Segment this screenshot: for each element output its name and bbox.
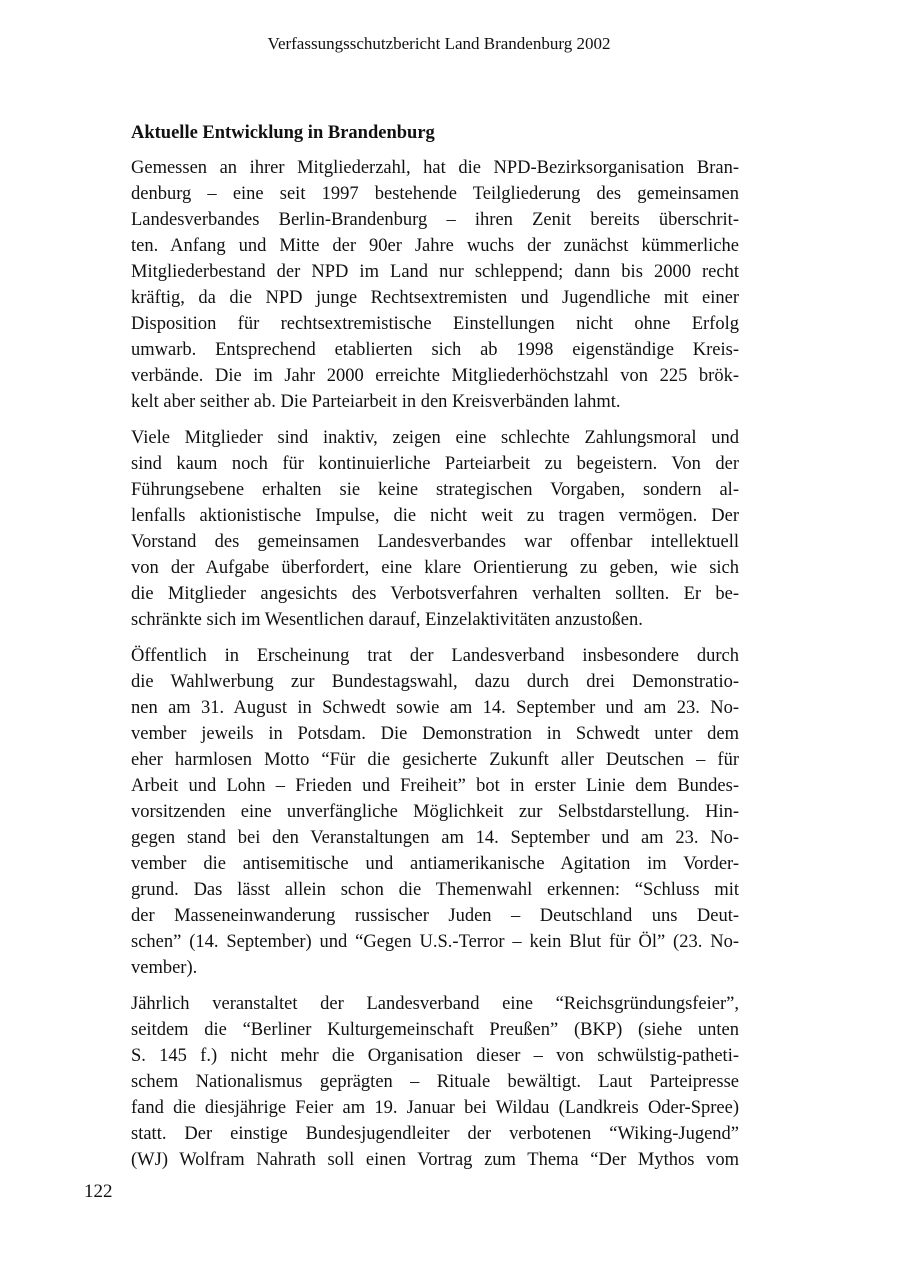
- text-line: kräftig, da die NPD junge Rechtsextremisten und Jugendliche mit einer: [131, 288, 739, 308]
- running-header: Verfassungsschutzbericht Land Brandenburg 2002: [267, 34, 611, 53]
- text-line: Jährlich veranstaltet der Landesverband eine “Reichsgründungsfeier”,: [131, 994, 739, 1014]
- text-line: S. 145 f.) nicht mehr die Organisation dieser – von schwülstig-patheti-: [131, 1046, 739, 1066]
- text-line: statt. Der einstige Bundesjugendleiter der verbotenen “Wiking-Jugend”: [131, 1124, 739, 1144]
- text-line: Arbeit und Lohn – Frieden und Freiheit” bot in erster Linie dem Bundes-: [131, 776, 739, 796]
- page-number: 122: [84, 1181, 113, 1202]
- text-line: (WJ) Wolfram Nahrath soll einen Vortrag zum Thema “Der Mythos vom: [131, 1150, 739, 1170]
- text-line: Führungsebene erhalten sie keine strategischen Vorgaben, sondern al-: [131, 480, 739, 500]
- text-line: schen” (14. September) und “Gegen U.S.-Terror – kein Blut für Öl” (23. No-: [131, 932, 739, 952]
- text-line: nen am 31. August in Schwedt sowie am 14. September und am 23. No-: [131, 698, 739, 718]
- text-line: schränkte sich im Wesentlichen darauf, Einzelaktivitäten anzustoßen.: [131, 610, 643, 630]
- text-line: ten. Anfang und Mitte der 90er Jahre wuchs der zunächst kümmerliche: [131, 236, 739, 256]
- text-line: Disposition für rechtsextremistische Einstellungen nicht ohne Erfolg: [131, 314, 739, 334]
- paragraph-3: [131, 643, 739, 981]
- section-heading: Aktuelle Entwicklung in Brandenburg: [131, 123, 435, 143]
- text-line: der Masseneinwanderung russischer Juden – Deutschland uns Deut-: [131, 906, 739, 926]
- text-line: Landesverbandes Berlin-Brandenburg – ihren Zenit bereits überschrit-: [131, 210, 739, 230]
- text-line: vember).: [131, 958, 198, 978]
- main-content: [131, 120, 739, 1183]
- text-line: umwarb. Entsprechend etablierten sich ab 1998 eigenständige Kreis-: [131, 340, 739, 360]
- text-line: Vorstand des gemeinsamen Landesverbandes war offenbar intellektuell: [131, 532, 739, 552]
- text-line: fand die diesjährige Feier am 19. Januar bei Wildau (Landkreis Oder-Spree): [131, 1098, 739, 1118]
- text-line: verbände. Die im Jahr 2000 erreichte Mitgliederhöchstzahl von 225 brök-: [131, 366, 739, 386]
- text-line: Öffentlich in Erscheinung trat der Landesverband insbesondere durch: [131, 646, 739, 666]
- text-line: kelt aber seither ab. Die Parteiarbeit in den Kreisverbänden lahmt.: [131, 392, 621, 412]
- text-line: sind kaum noch für kontinuierliche Parteiarbeit zu begeistern. Von der: [131, 454, 739, 474]
- paragraph-1: [131, 155, 739, 415]
- text-line: schem Nationalismus geprägten – Rituale bewältigt. Laut Parteipresse: [131, 1072, 739, 1092]
- text-line: die Mitglieder angesichts des Verbotsverfahren verhalten sollten. Er be-: [131, 584, 739, 604]
- text-line: gegen stand bei den Veranstaltungen am 14. September und am 23. No-: [131, 828, 739, 848]
- text-line: grund. Das lässt allein schon die Themenwahl erkennen: “Schluss mit: [131, 880, 739, 900]
- text-line: Gemessen an ihrer Mitgliederzahl, hat die NPD-Bezirksorganisation Bran-: [131, 158, 739, 178]
- paragraph-2: [131, 425, 739, 633]
- text-line: die Wahlwerbung zur Bundestagswahl, dazu durch drei Demonstratio-: [131, 672, 739, 692]
- text-line: denburg – eine seit 1997 bestehende Teilgliederung des gemeinsamen: [131, 184, 739, 204]
- text-line: vorsitzenden eine unverfängliche Möglichkeit zur Selbstdarstellung. Hin-: [131, 802, 739, 822]
- paragraph-4: [131, 991, 739, 1173]
- text-line: seitdem die “Berliner Kulturgemeinschaft Preußen” (BKP) (siehe unten: [131, 1020, 739, 1040]
- text-line: eher harmlosen Motto “Für die gesicherte Zukunft aller Deutschen – für: [131, 750, 739, 770]
- text-line: von der Aufgabe überfordert, eine klare Orientierung zu geben, wie sich: [131, 558, 739, 578]
- text-line: vember die antisemitische und antiamerikanische Agitation im Vorder-: [131, 854, 739, 874]
- text-line: Mitgliederbestand der NPD im Land nur schleppend; dann bis 2000 recht: [131, 262, 739, 282]
- text-line: Viele Mitglieder sind inaktiv, zeigen eine schlechte Zahlungsmoral und: [131, 428, 739, 448]
- text-line: lenfalls aktionistische Impulse, die nicht weit zu tragen vermögen. Der: [131, 506, 739, 526]
- text-line: vember jeweils in Potsdam. Die Demonstration in Schwedt unter dem: [131, 724, 739, 744]
